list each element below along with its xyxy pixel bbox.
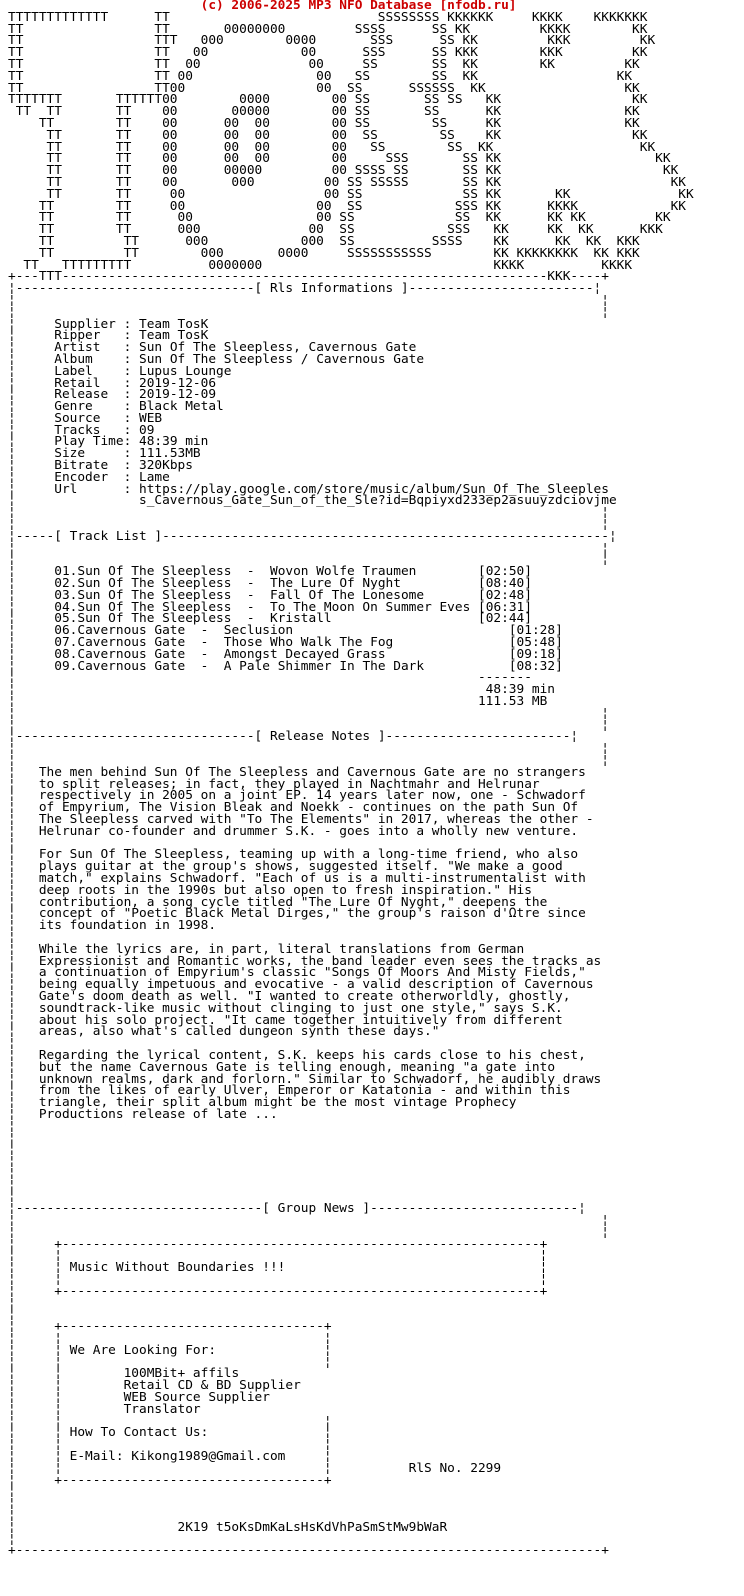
looking-for-item: WEB Source Supplier	[123, 1390, 270, 1406]
total-playtime: 48:39 min	[485, 682, 556, 698]
contact-title: How To Contact Us:	[69, 1425, 209, 1441]
track-row: 06.Cavernous Gate - Seclusion [01:28]	[54, 623, 563, 639]
notes-line: about his solo project. "It came together intuitively from different	[38, 1012, 563, 1028]
track-row: 03.Sun Of The Sleepless - Fall Of The Lonesome [02:48]	[54, 587, 532, 603]
notes-line: but the name Cavernous Gate is telling enough, meaning "a gate into	[38, 1059, 556, 1075]
playtime-value: 48:39 min	[139, 434, 209, 450]
logo-line: TT TT 00 00 SS SS KK KK KK	[8, 56, 640, 72]
url-value-cont[interactable]: s_Cavernous_Gate_Sun_of_the_Sle?id=Bqpiyxd233ep2asuuyzdciovjme	[138, 493, 617, 509]
track-row: 04.Sun Of The Sleepless - To The Moon On Summer Eves [06:31]	[54, 599, 532, 615]
logo-line: TT TT00 00 SS SSSSSS KK KK	[8, 80, 640, 96]
logo-line: TT TT 00 00000 00 SSSS SS SS KK KK	[8, 163, 679, 179]
group-motto: Music Without Boundaries !!!	[69, 1260, 286, 1276]
notes-line: respectively in 2005 on a joint EP. 14 years later now, one - Schwadorf	[38, 788, 586, 804]
bitrate-label: Bitrate	[54, 458, 109, 474]
rls-info-title: [ Rls Informations ]	[254, 281, 409, 297]
playtime-label: Play Time	[54, 434, 124, 450]
tracks-label: Tracks	[54, 422, 101, 438]
notes-line: Regarding the lyrical content, S.K. keeps his cards close to his chest,	[38, 1047, 586, 1063]
notes-line: The men behind Sun Of The Sleepless and Cavernous Gate are no strangers	[38, 764, 586, 780]
rls-number: RlS No. 2299	[408, 1460, 502, 1476]
logo-line: TT TT 00 00 SS SSS KK KKKK KK	[8, 198, 686, 214]
notes-line: Expressionist and Romantic works, the band leader even sees the tracks as	[38, 953, 602, 969]
logo-line: TTTTTTTTTTTTT TT SSSSSSSS KKKKKK KKKK KKKKKKK	[8, 9, 648, 25]
notes-line: of Empyrium, The Vision Bleak and Noekk - continues on the path Sun Of	[38, 800, 579, 816]
notes-line: Gate's doom death as well. "I wanted to create otherworldly, ghostly,	[38, 988, 571, 1004]
group-news-title: [ Group News ]	[262, 1201, 371, 1217]
logo-line: TTTTTTT TTTTTT00 0000 00 SS SS SS KK KK	[8, 92, 648, 108]
logo-line: TT TT TT 00 00000 00 SS SS KK KK	[8, 104, 640, 120]
url-value[interactable]: https://play.google.com/store/music/album/Sun_Of_The_Sleeples	[139, 481, 609, 497]
logo-line: TT TT 00 00 SS SS KK KK KK KK	[8, 210, 671, 226]
notes-line: For Sun Of The Sleepless, teaming up with a long-time friend, who also	[38, 847, 579, 863]
logo-line: TT TT 00 00 SS SS KK KK KK	[8, 186, 694, 202]
notes-line: match," explains Schwadorf. "Each of us is a multi-instrumentalist with	[38, 870, 586, 886]
notes-line: unknown realms, dark and forlorn." Similar to Schwadorf, he audibly draws	[38, 1071, 602, 1087]
nfo-header: (c) 2006-2025 MP3 NFO Database [nfodb.ru]	[8, 0, 517, 13]
notes-line: Productions release of late ...	[38, 1106, 278, 1122]
track-row: 01.Sun Of The Sleepless - Wovon Wolfe Traumen [02:50]	[54, 564, 532, 580]
logo-line: TT TT 00 00 SS SS KK KK	[8, 68, 633, 84]
looking-for-title: We Are Looking For:	[69, 1342, 217, 1358]
notes-line: While the lyrics are, in part, literal translations from German	[38, 941, 525, 957]
artist-value: Sun Of The Sleepless, Cavernous Gate	[139, 340, 417, 356]
logo-line: TT TTTTTTTTT 0000000 KKKK KKKK	[8, 257, 633, 273]
bottom-border: +----------------------------------------------------------------------------+	[8, 1543, 609, 1559]
album-label: Album	[54, 351, 93, 367]
track-row: 09.Cavernous Gate - A Pale Shimmer In The Dark [08:32]	[54, 658, 563, 674]
email-label: E-Mail:	[69, 1449, 124, 1465]
notes-line: being equally impetuous and evocative - a valid description of Cavernous	[38, 977, 594, 993]
size-label: Size	[54, 446, 86, 462]
logo-line: TT TT 00 00 00 00 SS SS KK KK	[8, 127, 648, 143]
logo-line: TT TT 00 00 00 00 SSS SS KK KK	[8, 151, 671, 167]
retail-value: 2019-12-06	[139, 375, 217, 391]
size-value: 111.53MB	[139, 446, 201, 462]
notes-line: from the likes of early Ulver, Emperor or Katatonia - and within this	[38, 1083, 571, 1099]
logo-line: TT TT 00 000 00 SS SSSSS SS KK KK	[8, 174, 686, 190]
notes-line: triangle, their split album might be the most vintage Prophecy	[38, 1095, 517, 1111]
logo-line: TT TT 000 0000 SSSSSSSSSSS KK KKKKKKKK KK KKK	[8, 245, 640, 261]
supplier-value: Team TosK	[139, 316, 209, 332]
url-label: Url	[54, 481, 78, 497]
logo-line: TT TT 00 00 00 00 SS SS KK KK	[8, 139, 656, 155]
source-value: WEB	[139, 410, 163, 426]
artist-label: Artist	[54, 340, 101, 356]
logo-line: TT TTT 000 0000 SSS SS KK KKK KK	[8, 33, 656, 49]
notes-line: deep roots in the 1990s but also open to fresh inspiration." His	[38, 882, 532, 898]
label-label: Label	[54, 363, 93, 379]
top-border: +---TTT---------------------------------------------------------------KKK----+	[8, 269, 609, 285]
logo-line: TT TT 000 00 SS SSS KK KK KK KKK	[8, 222, 663, 238]
track-list-title: [ Track List ]	[54, 528, 163, 544]
notes-line: to split releases; in fact, they played in Nachtmahr and Helrunar	[38, 776, 540, 792]
encoder-value: Lame	[139, 469, 170, 485]
logo-line: TT TT 00 00 00 00 SS SS KK KK	[8, 115, 640, 131]
tracks-value: 09	[139, 422, 155, 438]
genre-value: Black Metal	[139, 399, 224, 415]
source-label: Source	[54, 410, 101, 426]
release-notes-title: [ Release Notes ]	[254, 729, 386, 745]
notes-line: areas, also what's called dungeon synth these days."	[38, 1024, 440, 1040]
label-value: Lupus Lounge	[139, 363, 232, 379]
notes-line: its foundation in 1998.	[38, 918, 217, 934]
bitrate-value: 320Kbps	[139, 458, 193, 474]
notes-line: concept of "Poetic Black Metal Dirges," the group's raison d'Ωtre since	[38, 906, 586, 922]
release-label: Release	[54, 387, 109, 403]
track-row: 07.Cavernous Gate - Those Who Walk The Fog [05:48]	[54, 635, 563, 651]
notes-line: a continuation of Empyrium's classic "Songs Of Moors And Misty Fields,"	[38, 965, 586, 981]
notes-line: soundtrack-like music without clinging to just one style," says S.K.	[38, 1000, 563, 1016]
logo-art	[8, 10, 694, 273]
looking-for-item: Retail CD & BD Supplier	[123, 1378, 301, 1394]
genre-label: Genre	[54, 399, 93, 415]
retail-label: Retail	[54, 375, 101, 391]
supplier-label: Supplier	[54, 316, 116, 332]
notes-line: contribution, a song cycle titled "The Lure Of Nyght," deepens the	[38, 894, 548, 910]
looking-for-item: Translator	[123, 1401, 201, 1417]
nfo-document: (c) 2006-2025 MP3 NFO Database [nfodb.ru] TTTTTTTTTTTTT TT SSSSSSSS KKKKKK KKKK KKKKKKK TT TT 00000000 SSSS SS KK KKKK KK TT TTT 000 0000 SSS SS KK KKK KK TT TT 00 00 SSS SS KKK KKK KK TT TT 00 00 SS SS KK KK KK TT TT 00 00 SS SS KK KK TT TT00 00 SS SSSSSS KK KK TTTTTTT TTTTTT00 0000 00 SS SS SS KK KK TT TT TT 00 00000 00 SS SS KK KK TT TT 00 00 00 00 SS SS KK KK TT TT 00 00 00 00 SS SS KK KK TT TT 00 00 00 00 SS SS KK KK TT TT 00 00 00 00 SSS SS KK KK TT TT 00 00000 00 SSSS SS SS KK KK TT TT 00 000 00 SS SSSSS SS KK KK TT TT 00 00 SS SS KK KK KK TT TT 00 00 SS SSS KK KKKK KK TT TT 00 00 SS SS KK KK KK KK TT TT 000 00 SS SSS KK KK KK KKK TT TT 000 000 SS SSSS KK KK KK KKK TT TT 000 0000 SSSSSSSSSSS KK KKKKKKKK KK KKK TT TTTTTTTTT 0000000 KKKK KKKK +---TTT---------------------------------------------------------------KKK----+ ¦-------------------------------[ Rls Informations ]------------------------¦ ¦ ¦ ¦ ¦ ¦ Supplier : Team TosK ¦ Ripper : Team TosK ¦ Artist : Sun Of The Sleepless, Cavernous Gate ¦ Album : Sun Of The Sleepless / Cavernous Gate ¦ Label : Lupus Lounge ¦ Retail : 2019-12-06 ¦ Release : 2019-12-09 ¦ Genre : Black Metal ¦ Source : WEB ¦ Tracks : 09 ¦ Play Time: 48:39 min ¦ Size : 111.53MB ¦ Bitrate : 320Kbps ¦ Encoder : Lame ¦ Url : https://play.google.com/store/music/album/Sun_Of_The_Sleeples ¦ s_Cavernous_Gate_Sun_of_the_Sle?id=Bqpiyxd233ep2asuuyzdciovjme ¦ ¦ ¦ ¦ ¦-----[ Track List ]----------------------------------------------------------¦ ¦ ¦ ¦ ¦ ¦ 01.Sun Of The Sleepless - Wovon Wolfe Traumen [02:50] ¦ 02.Sun Of The Sleepless - The Lure Of Nyght [08:40] ¦ 03.Sun Of The Sleepless - Fall Of The Lonesome [02:48] ¦ 04.Sun Of The Sleepless - To The Moon On Summer Eves [06:31] ¦ 05.Sun Of The Sleepless - Kristall [02:44] ¦ 06.Cavernous Gate - Seclusion [01:28] ¦ 07.Cavernous Gate - Those Who Walk The Fog [05:48] ¦ 08.Cavernous Gate - Amongst Decayed Grass [09:18] ¦ 09.Cavernous Gate - A Pale Shimmer In The Dark [08:32] ¦ ------- ¦ 48:39 min ¦ 111.53 MB ¦ ¦ ¦ ¦ ¦-------------------------------[ Release Notes ]------------------------¦ ¦ ¦ ¦ ¦ ¦ The men behind Sun Of The Sleepless and Cavernous Gate are no strangers ¦ to split releases; in fact, they played in Nachtmahr and Helrunar ¦ respectively in 2005 on a joint EP. 14 years later now, one - Schwadorf ¦ of Empyrium, The Vision Bleak and Noekk - continues on the path Sun Of ¦ The Sleepless carved with "To The Elements" in 2017, whereas the other - ¦ Helrunar co-founder and drummer S.K. - goes into a wholly new venture. ¦ ¦ For Sun Of The Sleepless, teaming up with a long-time friend, who also ¦ plays guitar at the group's shows, suggested itself. "We make a good ¦ match," explains Schwadorf. "Each of us is a multi-instrumentalist with ¦ deep roots in the 1990s but also open to fresh inspiration." His ¦ contribution, a song cycle titled "The Lure Of Nyght," deepens the ¦ concept of "Poetic Black Metal Dirges," the group's raison d'Ωtre since ¦ its foundation in 1998. ¦ ¦ While the lyrics are, in part, literal translations from German ¦ Expressionist and Romantic works, the band leader even sees the tracks as ¦ a continuation of Empyrium's classic "Songs Of Moors And Misty Fields," ¦ being equally impetuous and evocative - a valid description of Cavernous ¦ Gate's doom death as well. "I wanted to create otherworldly, ghostly, ¦ soundtrack-like music without clinging to just one style," says S.K. ¦ about his solo project. "It came together intuitively from different ¦ areas, also what's called dungeon synth these days." ¦ ¦ Regarding the lyrical content, S.K. keeps his cards close to his chest, ¦ but the name Cavernous Gate is telling enough, meaning "a gate into ¦ unknown realms, dark and forlorn." Similar to Schwadorf, he audibly draws ¦ from the likes of early Ulver, Emperor or Katatonia - and within this ¦ triangle, their split album might be the most vintage Prophecy ¦ Productions release of late ... ¦ ¦ ¦ ¦ ¦ ¦ ¦ ¦--------------------------------[ Group News ]---------------------------¦ ¦ ¦ ¦ ¦ ¦ +--------------------------------------------------------------+ ¦ ¦ ¦ ¦ ¦ Music Without Boundaries !!! ¦ ¦ ¦ ¦ ¦ +--------------------------------------------------------------+ ¦ ¦ ¦ +----------------------------------+ ¦ ¦ ¦ ¦ ¦ We Are Looking For: ¦ ¦ ¦ ¦ ¦ ¦ 100MBit+ affils ¦ ¦ Retail CD & BD Supplier ¦ ¦ WEB Source Supplier ¦ ¦ Translator ¦ ¦ ¦ ¦ ¦ How To Contact Us: ¦ ¦ ¦ ¦ ¦ ¦ E-Mail: Kikong1989@Gmail.com ¦ ¦ ¦ ¦ RlS No. 2299 ¦ +----------------------------------+ ¦ ¦ ¦ ¦ 2K19 t5oKsDmKaLsHsKdVhPaSmStMw9bWaR ¦ +----------------------------------------------------------------------------+	[8, 0, 694, 1559]
ripper-label: Ripper	[54, 328, 101, 344]
track-row: 02.Sun Of The Sleepless - The Lure Of Nyght [08:40]	[54, 576, 532, 592]
track-row: 05.Sun Of The Sleepless - Kristall [02:44]	[54, 611, 532, 627]
notes-line: plays guitar at the group's shows, suggested itself. "We make a good	[38, 859, 563, 875]
logo-line: TT TT 000 000 SS SSSS KK KK KK KKK	[8, 233, 640, 249]
total-size: 111.53 MB	[477, 694, 548, 710]
logo-line: TT TT 00000000 SSSS SS KK KKKK KK	[8, 21, 648, 37]
notes-line: The Sleepless carved with "To The Elements" in 2017, whereas the other -	[38, 811, 594, 827]
ripper-value: Team TosK	[139, 328, 209, 344]
album-value: Sun Of The Sleepless / Cavernous Gate	[139, 351, 425, 367]
notes-line: Helrunar co-founder and drummer S.K. - goes into a wholly new venture.	[38, 823, 579, 839]
encoder-label: Encoder	[54, 469, 109, 485]
footer-tag: 2K19 t5oKsDmKaLsHsKdVhPaSmStMw9bWaR	[177, 1519, 448, 1535]
track-row: 08.Cavernous Gate - Amongst Decayed Grass [09:18]	[54, 646, 563, 662]
release-value: 2019-12-09	[139, 387, 217, 403]
email-link[interactable]: Kikong1989@Gmail.com	[131, 1449, 286, 1465]
logo-line: TT TT 00 00 SSS SS KKK KKK KK	[8, 45, 648, 61]
looking-for-item: 100MBit+ affils	[123, 1366, 240, 1382]
